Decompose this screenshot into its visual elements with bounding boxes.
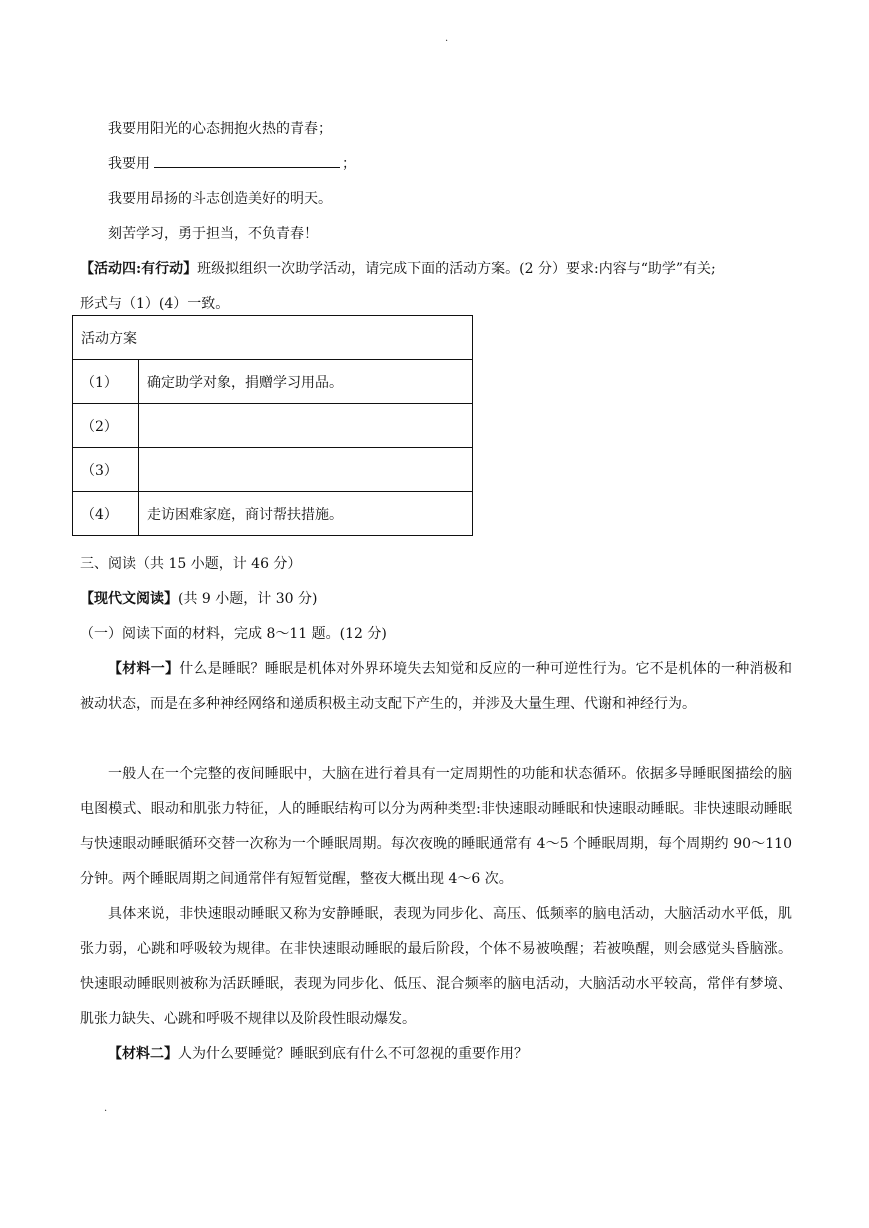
material2-paragraph-1 <box>80 1037 792 1072</box>
row-content: 确定助学对象，捐赠学习用品。 <box>139 360 473 404</box>
table-row <box>73 492 473 536</box>
material1-paragraph-2: 一般人在一个完整的夜间睡眠中，大脑在进行着具有一定周期性的功能和状态循环。依据多导睡眠图描绘的脑电图模式、眼动和肌张力特征，人的睡眠结构可以分为两种类型:非快速眼动睡眠和快速眼动睡眠。非快速眼动睡眠与快速眼动睡眠循环交替一次称为一个睡眠周期。每次夜晚的睡眠通常有 4～5 个睡眠周期，每个周期约 90～110 分钟。两个睡眠周期之间通常伴有短暂觉醒，整夜大概出现 4～6 次。 <box>80 766 792 887</box>
section3-heading: 三、阅读（共 15 小题，计 46 分） <box>80 556 302 572</box>
row-number: （3） <box>73 448 139 492</box>
row-content: 走访困难家庭，商讨帮扶措施。 <box>139 492 473 536</box>
material2-p1-text: 人为什么要睡觉？睡眠到底有什么不可忽视的重要作用？ <box>178 1046 528 1062</box>
footer-mark: . <box>104 1103 108 1114</box>
activity4-line-1 <box>80 258 716 278</box>
row-content-blank[interactable] <box>139 404 473 448</box>
row-content-blank[interactable] <box>139 448 473 492</box>
activity4-title: 【活动四:有行动】 <box>80 261 198 277</box>
material1-p1-text: 什么是睡眠？睡眠是机体对外界环境失去知觉和反应的一种可逆性行为。它不是机体的一种消极和被动状态，而是在多种神经网络和递质积极主动支配下产生的，并涉及大量生理、代谢和神经行为。 <box>80 661 793 712</box>
activity-plan-table <box>72 315 473 536</box>
activity4-text-1: 班级拟组织一次助学活动，请完成下面的活动方案。(2 分）要求:内容与“助学”有关; <box>197 261 716 277</box>
modern-reading-rest: (共 9 小题，计 30 分) <box>178 591 318 607</box>
row-number: （2） <box>73 404 139 448</box>
poem-line-1: 我要用阳光的心态拥抱火热的青春； <box>108 121 332 137</box>
table-row <box>73 360 473 404</box>
material2-label: 【材料二】 <box>108 1046 178 1062</box>
table-row <box>73 404 473 448</box>
table-header-row <box>73 316 473 360</box>
material1-paragraph-3: 具体来说，非快速眼动睡眠又称为安静睡眠，表现为同步化、高压、低频率的脑电活动，大脑活动水平低，肌张力弱，心跳和呼吸较为规律。在非快速眼动睡眠的最后阶段，个体不易被唤醒；若被唤醒，则会感觉头昏脑涨。快速眼动睡眠则被称为活跃睡眠，表现为同步化、低压、混合频率的脑电活动，大脑活动水平较高，常伴有梦境、肌张力缺失、心跳和呼吸不规律以及阶段性眼动爆发。 <box>80 906 792 1027</box>
row-number: （1） <box>73 360 139 404</box>
material1-label: 【材料一】 <box>108 661 180 677</box>
part1-instruction: （一）阅读下面的材料，完成 8～11 题。(12 分) <box>80 626 387 642</box>
activity4-line-2: 形式与（1）(4）一致。 <box>80 296 230 312</box>
poem-line-2-suffix: ； <box>342 156 356 172</box>
table-header: 活动方案 <box>73 316 473 360</box>
poem-line-4: 刻苦学习，勇于担当，不负青春！ <box>108 226 318 242</box>
modern-reading-title: 【现代文阅读】 <box>80 591 178 607</box>
header-mark: . <box>445 33 449 44</box>
material1-paragraph-1 <box>80 652 792 722</box>
poem-line-3: 我要用昂扬的斗志创造美好的明天。 <box>108 191 332 207</box>
answer-blank[interactable] <box>154 153 340 168</box>
table-row <box>73 448 473 492</box>
modern-reading-heading <box>80 588 317 608</box>
poem-line-2-prefix: 我要用 <box>108 156 150 172</box>
row-number: （4） <box>73 492 139 536</box>
poem-line-2 <box>108 153 356 173</box>
